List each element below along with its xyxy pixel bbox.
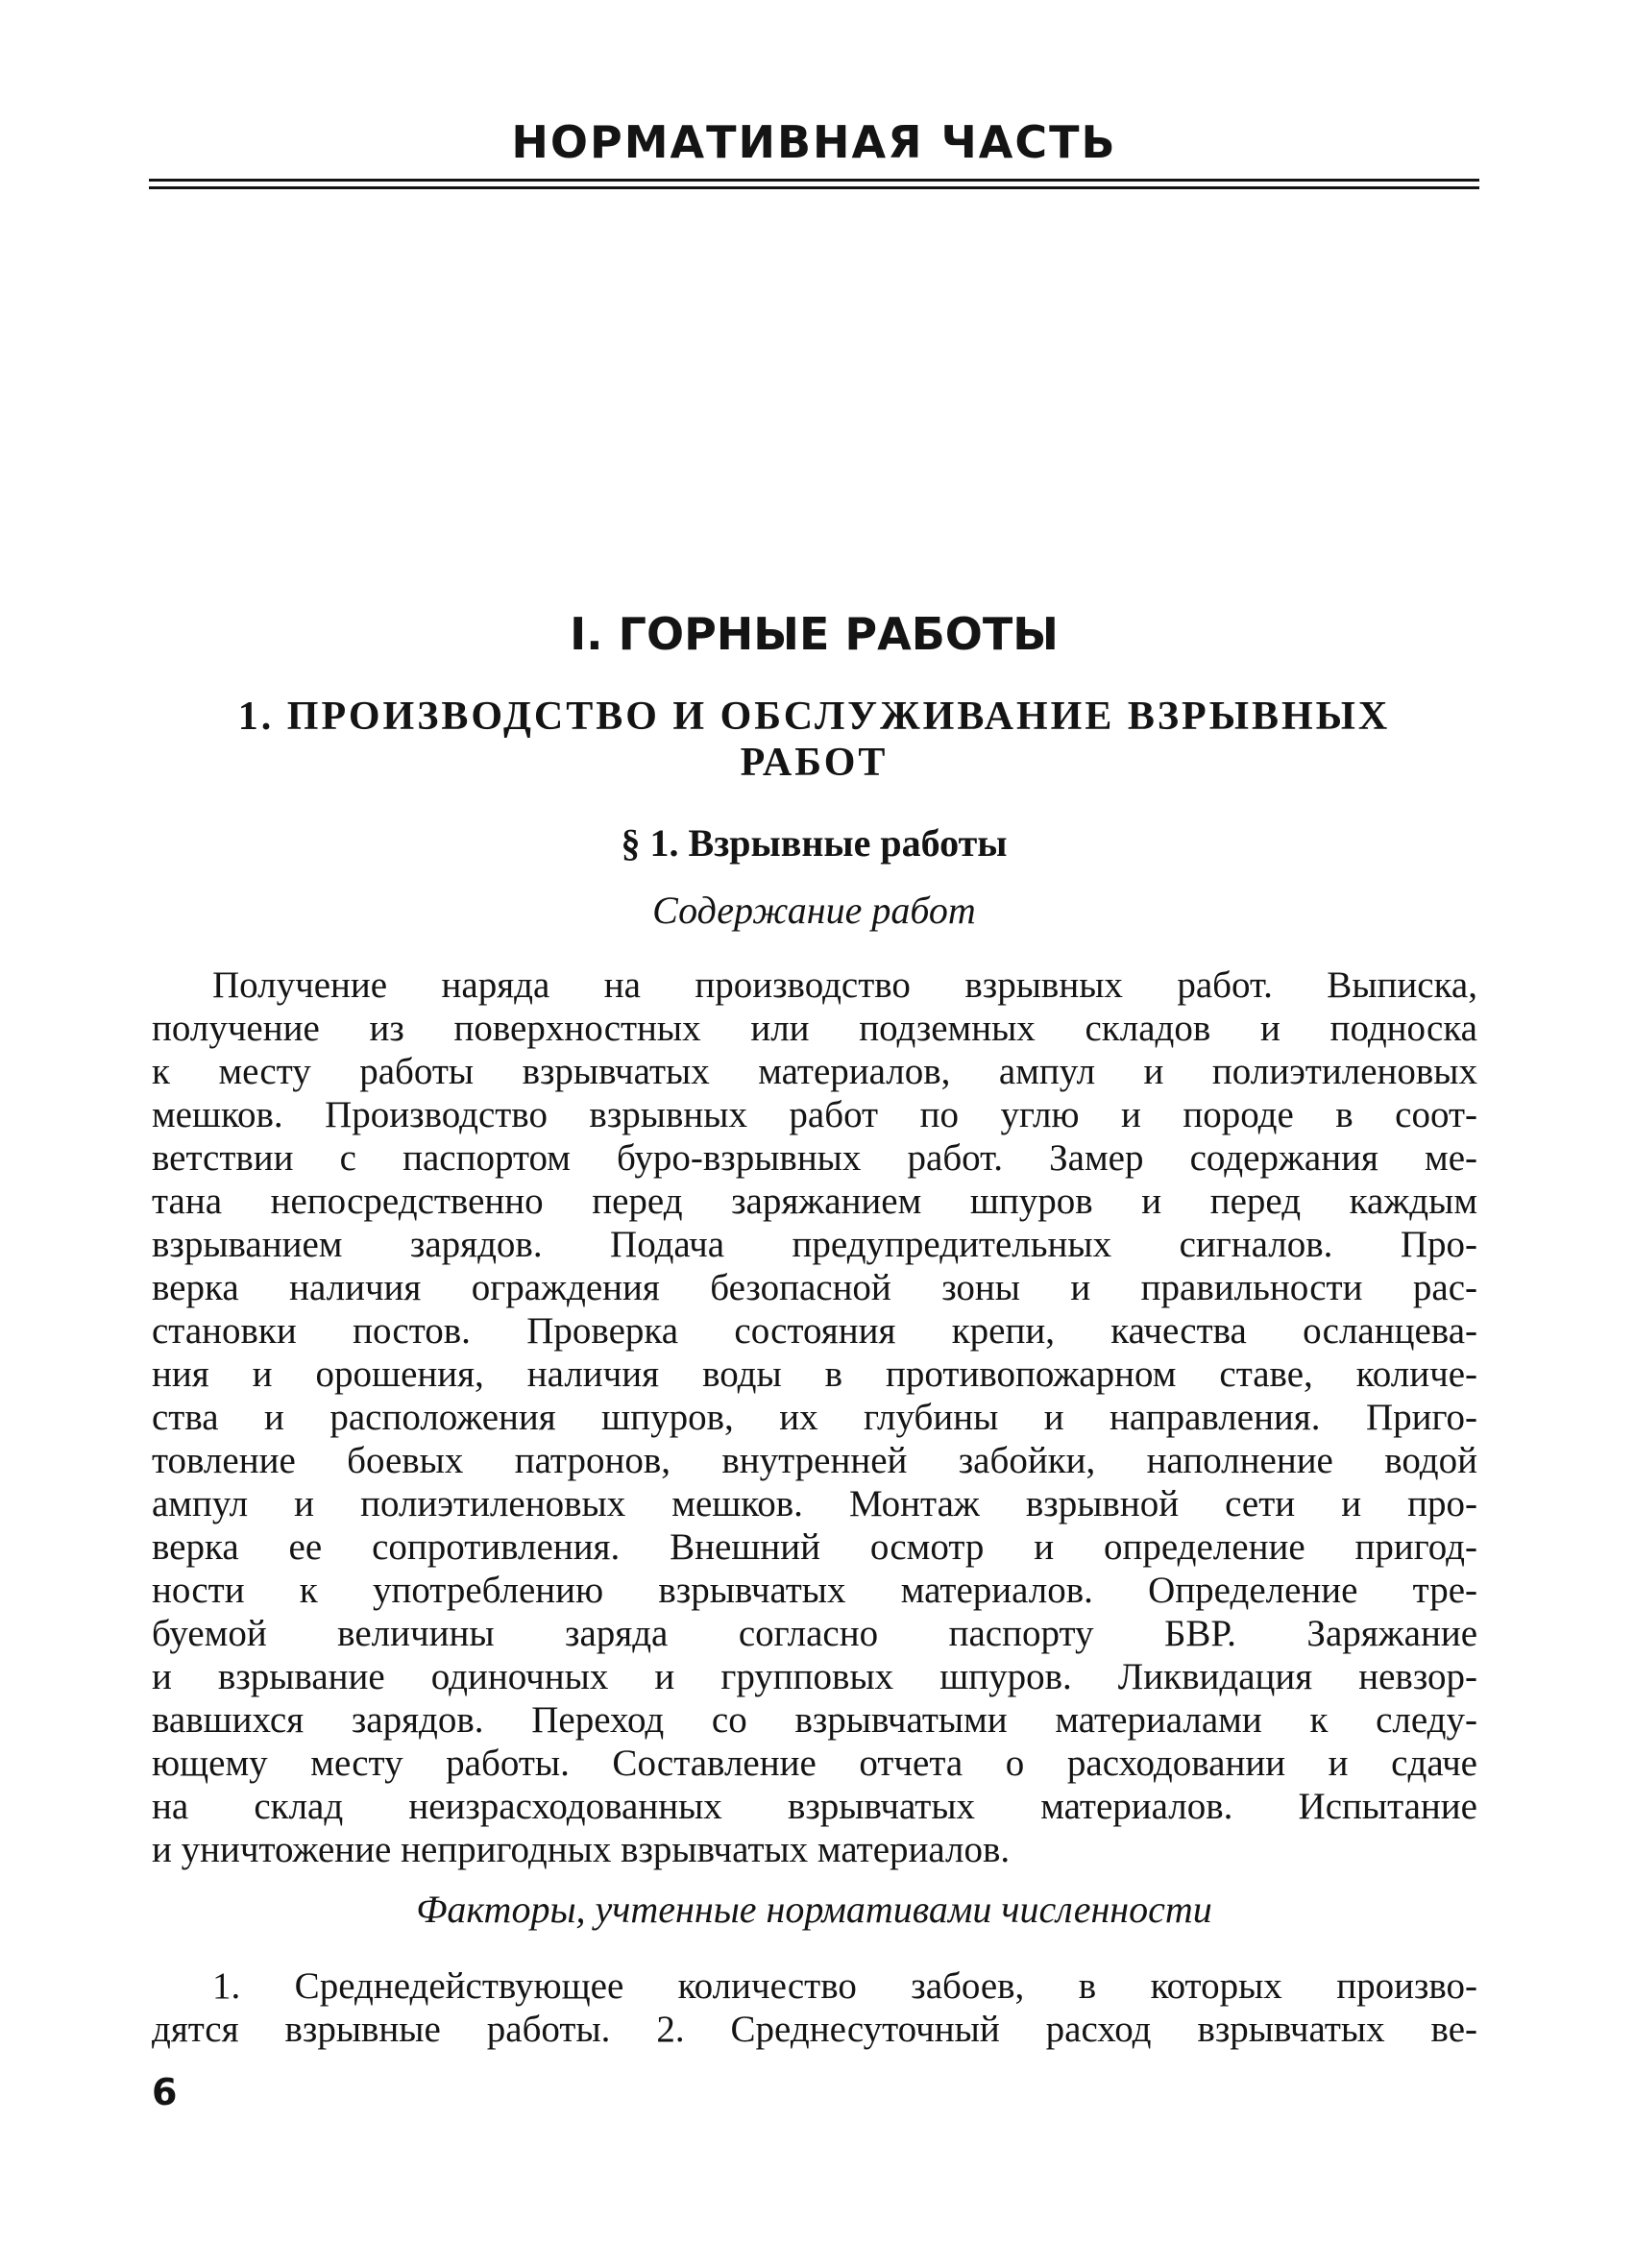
text-line: на склад неизрасходованных взрывчатых материалов. Испытание (152, 1786, 1477, 1827)
factors-text (152, 1964, 1477, 2051)
section-title: I. ГОРНЫЕ РАБОТЫ (570, 608, 1059, 660)
text-line: и уничтожение непригодных взрывчатых материалов. (152, 1829, 1011, 1870)
chapter-title-line: 1. ПРОИЗВОДСТВО И ОБСЛУЖИВАНИЕ ВЗРЫВНЫХ (237, 695, 1391, 739)
text-line: верка ее сопротивления. Внешний осмотр и определение пригод- (152, 1526, 1477, 1568)
text-line: Получение наряда на производство взрывных работ. Выписка, (212, 964, 1477, 1006)
text-line: получение из поверхностных или подземных складов и подноска (152, 1008, 1477, 1049)
text-line: ампул и полиэтиленовых мешков. Монтаж взрывной сети и про- (152, 1483, 1477, 1524)
text-line: ности к употреблению взрывчатых материалов. Определение тре- (152, 1570, 1477, 1611)
paragraph-title: § 1. Взрывные работы (621, 821, 1008, 865)
chapter-title (197, 694, 1431, 786)
text-line: взрыванием зарядов. Подача предупредительных сигналов. Про- (152, 1224, 1477, 1265)
work-content-text (152, 963, 1477, 1871)
header-rule-bottom (149, 186, 1479, 189)
text-line: буемой величины заряда согласно паспорту БВР. Заряжание (152, 1613, 1477, 1654)
text-line: тана непосредственно перед заряжанием шпуров и перед каждым (152, 1181, 1477, 1222)
text-line: и взрывание одиночных и групповых шпуров. Ликвидация невзор- (152, 1656, 1477, 1697)
text-line: верка наличия ограждения безопасной зоны и правильности рас- (152, 1267, 1477, 1308)
text-line: ства и расположения шпуров, их глубины и направления. Приго- (152, 1397, 1477, 1438)
text-line: ветствии с паспортом буро-взрывных работ. Замер содержания ме- (152, 1137, 1477, 1179)
text-line: мешков. Производство взрывных работ по углю и породе в соот- (152, 1094, 1477, 1135)
text-line: вавшихся зарядов. Переход со взрывчатыми материалами к следу- (152, 1699, 1477, 1741)
text-line: становки постов. Проверка состояния крепи, качества осланцева- (152, 1310, 1477, 1352)
page-number: 6 (152, 2071, 178, 2113)
chapter-title-line: РАБОТ (740, 741, 889, 785)
work-content-heading: Содержание работ (652, 889, 976, 932)
text-line: товление боевых патронов, внутренней забойки, наполнение водой (152, 1440, 1477, 1481)
text-line: ющему месту работы. Составление отчета о расходовании и сдаче (152, 1743, 1477, 1784)
header-rule-top (149, 179, 1479, 182)
text-line: 1. Среднедействующее количество забоев, в которых произво- (212, 1965, 1477, 2007)
text-line: дятся взрывные работы. 2. Среднесуточный расход взрывчатых ве- (152, 2009, 1477, 2050)
running-title: НОРМАТИВНАЯ ЧАСТЬ (511, 116, 1117, 168)
factors-heading: Факторы, учтенные нормативами численности (416, 1888, 1212, 1931)
text-line: ния и орошения, наличия воды в противопожарном ставе, количе- (152, 1353, 1477, 1395)
text-line: к месту работы взрывчатых материалов, ампул и полиэтиленовых (152, 1051, 1477, 1092)
